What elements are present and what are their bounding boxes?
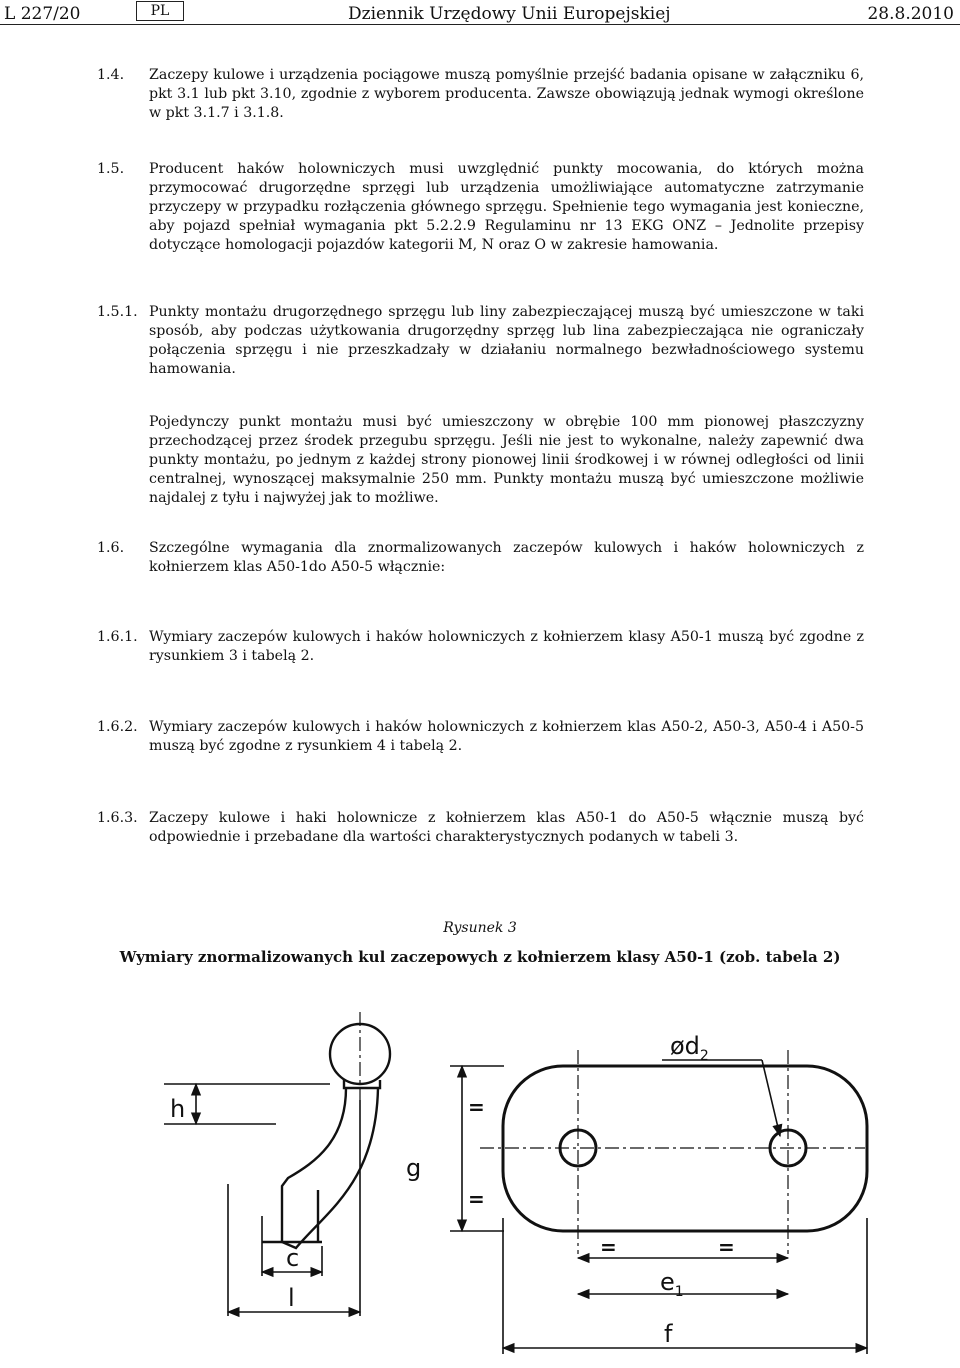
page-reference: L 227/20: [4, 4, 81, 24]
dim-label-od2-sub: 2: [699, 1048, 709, 1064]
paragraph-number: 1.6.3.: [97, 810, 138, 826]
dim-label-od2: [670, 1032, 709, 1064]
paragraph-text: Producent haków holowniczych musi uwzględnić punkty mocowania, do których można przymocować drugorzędne sprzęgi lub urządzenia umożliwiające automatyczne zatrzymanie przyczepy w przypadku rozłączenia głównego sprzęgu. Spełnienie tego wymagania jest konieczne, aby pojazd spełniał wymagania pkt 5.2.2.9 Regulaminu nr 13 EKG ONZ – Jednolite przepisy dotyczące homologacji pojazdów kategorii M, N oraz O w zakresie hamowania.: [149, 161, 864, 253]
paragraph-text: Punkty montażu drugorzędnego sprzęgu lub liny zabezpieczającej muszą być umieszczone w taki sposób, aby podczas użytkowania drugorzędny sprzęg lub lina zabezpieczająca nie ograniczały połączenia sprzęgu i nie przeszkadzały w działaniu normalnego bezwładnościowego systemu hamowania.: [149, 304, 864, 377]
paragraph-number: 1.6.1.: [97, 629, 138, 645]
technical-drawing: [150, 990, 870, 1362]
dim-label-l: l: [288, 1284, 295, 1312]
dim-label-h: h: [170, 1095, 186, 1123]
paragraph-text: Zaczepy kulowe i urządzenia pociągowe muszą pomyślnie przejść badania opisane w załączniku 6, pkt 3.1 lub pkt 3.10, zgodnie z wyborem producenta. Zawsze obowiązują jednak wymogi określone w pkt 3.1.7 i 3.1.8.: [149, 67, 864, 121]
paragraph-number: 1.6.2.: [97, 719, 138, 735]
paragraph-1-5-1: [97, 303, 864, 379]
equal-mark-lower: =: [468, 1187, 485, 1211]
paragraph-text: Wymiary zaczepów kulowych i haków holowniczych z kołnierzem klasy A50-1 muszą być zgodne z rysunkiem 3 i tabelą 2.: [149, 629, 864, 664]
centre-lines: [360, 1012, 865, 1254]
dim-label-e1-main: e: [660, 1268, 675, 1296]
paragraph-unnumbered: [97, 413, 864, 508]
paragraph-1-6-3: [97, 809, 864, 847]
paragraph-text: Zaczepy kulowe i haki holownicze z kołnierzem klas A50-1 do A50-5 włącznie muszą być odpowiednie i przebadane dla wartości charakterystycznych podanych w tabeli 3.: [149, 810, 864, 845]
paragraph-text: Pojedynczy punkt montażu musi być umieszczony w obrębie 100 mm pionowej płaszczyzny przechodzącej przez środek przegubu sprzęgu. Jeśli nie jest to wykonalne, należy zapewnić dwa punkty montażu, po jednym z każdej strony pionowej linii środkowej i w równej odległości od linii centralnej, wynoszącej maksymalnie 250 mm. Punkty montażu muszą być umieszczone możliwie najdalej z tyłu i najwyżej jak to możliwe.: [149, 414, 864, 506]
paragraph-1-4: [97, 66, 864, 123]
dim-label-e1-sub: 1: [674, 1284, 684, 1300]
paragraph-number: 1.4.: [97, 67, 125, 83]
paragraph-number: 1.5.: [97, 161, 125, 177]
header-rule: [0, 24, 960, 25]
publication-date: 28.8.2010: [867, 4, 954, 24]
language-badge: PL: [136, 1, 184, 21]
paragraph-1-6-1: [97, 628, 864, 666]
paragraph-1-6-2: [97, 718, 864, 756]
paragraph-1-5: [97, 160, 864, 255]
paragraph-text: Wymiary zaczepów kulowych i haków holowniczych z kołnierzem klas A50-2, A50-3, A50-4 i A50-5 muszą być zgodne z rysunkiem 4 i tabelą 2.: [149, 719, 864, 754]
paragraph-1-6: [97, 539, 864, 577]
paragraph-number: 1.6.: [97, 540, 125, 556]
dim-label-od2-main: ød: [670, 1032, 700, 1060]
dim-label-f: f: [664, 1320, 673, 1348]
dim-label-c: c: [286, 1244, 300, 1272]
paragraph-text: Szczególne wymagania dla znormalizowanych zaczepów kulowych i haków holowniczych z kołnierzem klas A50-1do A50-5 włącznie:: [149, 540, 864, 575]
journal-title: Dziennik Urzędowy Unii Europejskiej: [348, 4, 671, 24]
figure-title: Wymiary znormalizowanych kul zaczepowych z kołnierzem klasy A50-1 (zob. tabela 2): [119, 948, 841, 966]
dim-label-g: g: [406, 1154, 422, 1182]
dim-label-e1: [660, 1268, 684, 1300]
paragraph-number: 1.5.1.: [97, 304, 138, 320]
figure-label: Rysunek 3: [443, 920, 517, 936]
equal-mark-right: =: [718, 1235, 735, 1259]
tow-ball-side-view: [262, 1024, 390, 1248]
equal-mark-upper: =: [468, 1095, 485, 1119]
equal-mark-left: =: [600, 1235, 617, 1259]
